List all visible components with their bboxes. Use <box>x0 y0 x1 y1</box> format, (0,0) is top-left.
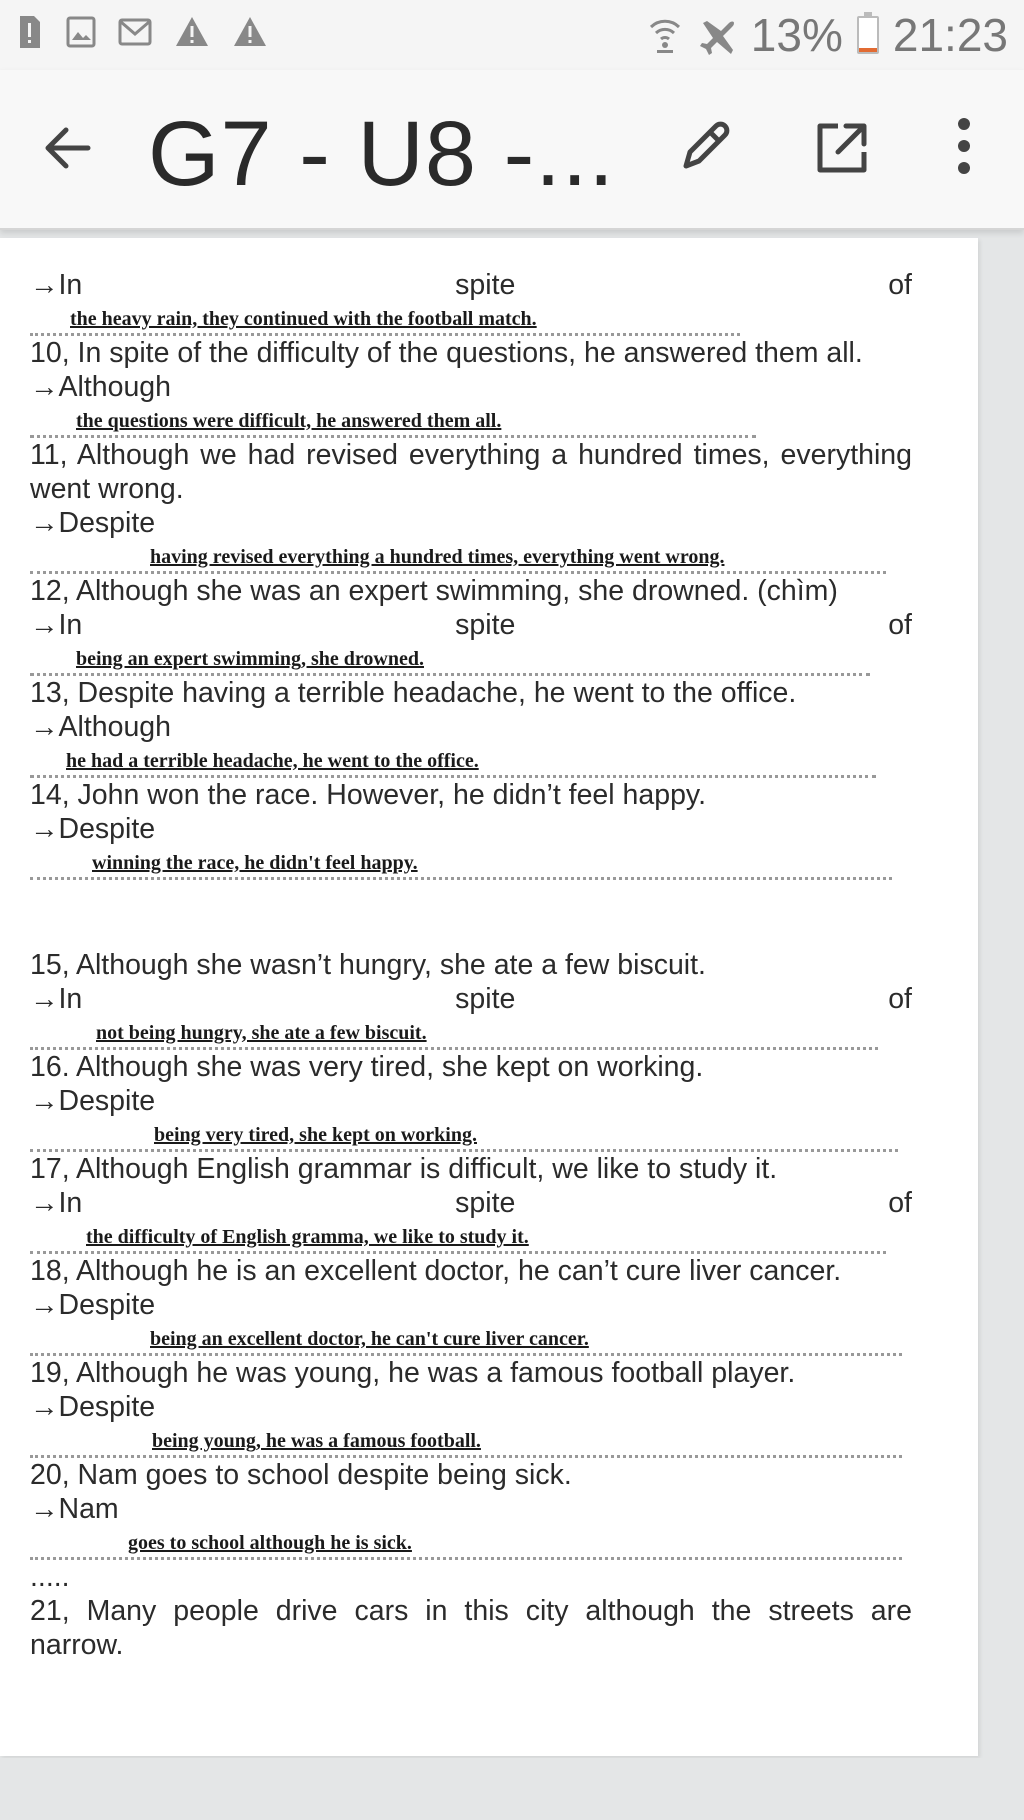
prompt-word: of <box>888 1187 912 1219</box>
prompt-word: →In <box>30 983 83 1015</box>
status-left-icons <box>14 14 268 50</box>
question-text: →Despite <box>30 507 156 539</box>
prompt-word: spite <box>455 609 516 641</box>
question-text: 11, Although we had revised everything a hundred times, everything went wrong. <box>30 439 912 505</box>
answer-text: goes to school although he is sick. <box>128 1532 412 1554</box>
prompt-word: →In <box>30 609 83 641</box>
prompt-word: of <box>888 983 912 1015</box>
answer-line <box>30 404 756 438</box>
airplane-mode-icon <box>697 15 737 55</box>
clock: 21:23 <box>892 9 1008 61</box>
alert-sim-icon <box>14 14 44 50</box>
image-notif-icon <box>66 14 96 50</box>
answer-text: the heavy rain, they continued with the football match. <box>70 308 537 330</box>
answer-text: he had a terrible headache, he went to the office. <box>66 750 479 772</box>
question-text: 19, Although he was young, he was a famous football player. <box>30 1357 796 1389</box>
battery-icon <box>857 16 879 54</box>
bottom-background <box>0 1758 1024 1820</box>
question-text: 14, John won the race. However, he didn’t feel happy. <box>30 779 706 811</box>
question-text: 13, Despite having a terrible headache, he went to the office. <box>30 677 797 709</box>
prompt-word: of <box>888 269 912 301</box>
battery-level <box>859 48 877 52</box>
answer-line <box>30 642 870 676</box>
prompt-word: →In <box>30 269 83 301</box>
wifi-calling-icon <box>647 15 683 55</box>
open-external-icon[interactable] <box>812 118 872 178</box>
answer-text: the questions were difficult, he answered them all. <box>76 410 502 432</box>
question-text: →Although <box>30 371 172 403</box>
arrow-prompt-line <box>30 982 912 1016</box>
answer-text: being very tired, she kept on working. <box>154 1124 477 1146</box>
document-title: G7 - U8 -... <box>148 103 615 205</box>
answer-line <box>30 1016 878 1050</box>
more-options-icon[interactable] <box>944 114 984 178</box>
answer-line <box>30 540 886 574</box>
status-right <box>647 8 1008 62</box>
dotted-continuation: ..... <box>30 1561 70 1593</box>
question-text: →Although <box>30 711 172 743</box>
prompt-word: spite <box>455 1187 516 1219</box>
answer-line <box>30 1526 902 1560</box>
document-page[interactable] <box>0 238 978 1756</box>
edit-pencil-icon[interactable] <box>676 116 736 176</box>
question-text: 20, Nam goes to school despite being sick. <box>30 1459 572 1491</box>
question-text: →Despite <box>30 1391 156 1423</box>
answer-text: being an excellent doctor, he can't cure liver cancer. <box>150 1328 589 1350</box>
back-arrow-icon[interactable] <box>40 120 96 176</box>
document-content <box>30 268 912 1662</box>
app-bar <box>0 70 1024 230</box>
answer-line <box>30 846 892 880</box>
answer-line <box>30 1424 902 1458</box>
prompt-word: spite <box>455 269 516 301</box>
question-text: 16. Although she was very tired, she kept on working. <box>30 1051 704 1083</box>
arrow-prompt-line <box>30 1186 912 1220</box>
warning-icon <box>174 14 210 50</box>
question-text: →Nam <box>30 1493 119 1525</box>
answer-line <box>30 1220 886 1254</box>
question-text: 15, Although she wasn’t hungry, she ate a few biscuit. <box>30 949 706 981</box>
answer-text: having revised everything a hundred times, everything went wrong. <box>150 546 725 568</box>
arrow-prompt-line <box>30 608 912 642</box>
prompt-word: spite <box>455 983 516 1015</box>
question-text: →Despite <box>30 1289 156 1321</box>
answer-text: winning the race, he didn't feel happy. <box>92 852 418 874</box>
blank-space <box>30 880 912 948</box>
status-bar <box>0 0 1024 70</box>
question-text: →Despite <box>30 813 156 845</box>
arrow-prompt-line <box>30 268 912 302</box>
question-text: →Despite <box>30 1085 156 1117</box>
question-text: 17, Although English grammar is difficult, we like to study it. <box>30 1153 778 1185</box>
battery-percent: 13% <box>750 9 843 61</box>
answer-text: being young, he was a famous football. <box>152 1430 481 1452</box>
answer-line <box>30 302 740 336</box>
gmail-icon <box>118 14 152 50</box>
question-text: 18, Although he is an excellent doctor, he can’t cure liver cancer. <box>30 1255 842 1287</box>
question-text: 12, Although she was an expert swimming, she drowned. (chìm) <box>30 575 838 607</box>
answer-line <box>30 1118 898 1152</box>
answer-text: not being hungry, she ate a few biscuit. <box>96 1022 427 1044</box>
prompt-word: →In <box>30 1187 83 1219</box>
warning-icon <box>232 14 268 50</box>
prompt-word: of <box>888 609 912 641</box>
answer-text: being an expert swimming, she drowned. <box>76 648 424 670</box>
answer-line <box>30 744 876 778</box>
answer-text: the difficulty of English gramma, we like to study it. <box>86 1226 529 1248</box>
question-text: 10, In spite of the difficulty of the questions, he answered them all. <box>30 337 863 369</box>
answer-line <box>30 1322 902 1356</box>
question-text: 21, Many people drive cars in this city although the streets are narrow. <box>30 1595 912 1661</box>
